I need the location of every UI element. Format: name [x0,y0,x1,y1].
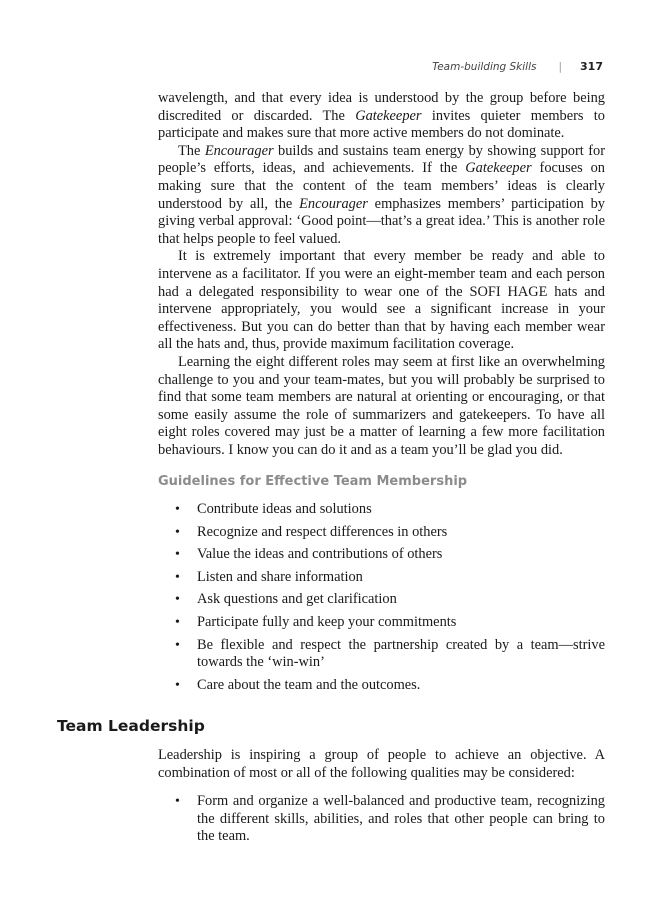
p2-text-a: The [178,142,205,159]
running-head-separator: | [558,60,563,73]
list-item [158,793,605,846]
leadership-intro: Leadership is inspiring a group of people to achieve an objective. A combination of most or all of the following qualities may be considered: [158,747,605,781]
bullet-icon: • [175,502,180,517]
p2-emphasis-2: Gatekeeper [465,160,532,177]
running-title: Team-building Skills [432,60,537,73]
bullet-icon: • [175,592,180,608]
bullet-icon: • [175,614,180,630]
paragraph-1 [158,90,605,143]
paragraph-3: It is extremely important that every member be ready and able to intervene as a facilitator. If you were an eight-member team and each person had a delegated responsibility to wear one of the SOFI HAGE hats and intervene appropriately, you would see a significant increase in your effectiveness. But you can do better than that by having each member wear all the hats and, thus, provide maximum facilitation coverage. [158,248,605,353]
leadership-list [158,793,605,846]
paragraph-4: Learning the eight different roles may seem at first like an overwhelming challenge to you and your team-mates, but you will probably be surprised to find that some team members are natural at orienting or encouraging, or that some easily assume the role of summarizers and gatekeepers. To have all eight roles covered may just be a matter of learning a few more facilitation behaviours. I know you can do it and as a team you’ll be glad you did. [158,353,605,458]
section-heading: Team Leadership [57,717,205,735]
list-item [158,546,605,564]
running-head [432,60,603,73]
list-item [158,569,605,587]
list-item [158,637,605,672]
bullet-icon: • [175,637,180,653]
guidelines-list [158,501,605,694]
list-item-text: Be flexible and respect the partnership created by a team—strive towards the ‘win-win’ [197,636,605,671]
list-item-text: Participate fully and keep your commitments [197,613,457,630]
p2-emphasis-3: Encourager [299,195,368,212]
p1-text-end: invites quieter members to participate and makes sure that more active members do not dominate. [158,107,605,142]
list-item [158,591,605,609]
bullet-icon: • [175,524,180,540]
list-item-text: Contribute ideas and solutions [197,501,372,517]
list-item [158,524,605,542]
bullet-icon: • [175,677,180,693]
p2-emphasis-1: Encourager [204,142,274,159]
list-item-text: Care about the team and the outcomes. [197,676,421,693]
p2-text-d: emphasizes members’ participation by giving verbal approval: ‘Good point—that’s a great idea.’ This is another role that helps people to feel valued. [158,195,606,247]
list-item-text: Recognize and respect differences in others [197,523,448,540]
bullet-icon: • [175,547,180,563]
list-item [158,677,605,695]
p1-text: wavelength, and that every idea is understood by the group before being discredited or discarded. The [158,90,605,124]
list-item [158,614,605,632]
guidelines-heading: Guidelines for Effective Team Membership [158,474,468,489]
list-item-text: Ask questions and get clarification [197,591,397,608]
body-text-block [158,90,605,459]
p1-emphasis: Gatekeeper [355,107,422,124]
p2-text-c: focuses on making sure that the content of the team members’ ideas is clearly understood by all, the [158,160,605,212]
bullet-icon: • [175,794,180,809]
page-number: 317 [580,60,603,73]
list-item-text: Form and organize a well-balanced and productive team, recognizing the different skills, abilities, and roles that other people can bring to the team. [197,793,605,845]
paragraph-2 [158,143,605,249]
list-item [158,501,605,519]
list-item-text: Listen and share information [197,568,363,585]
p2-text-b: builds and sustains team energy by showing support for people’s efforts, ideas, and achievements. If the [158,142,605,177]
leadership-intro-block [158,747,605,782]
bullet-icon: • [175,569,180,585]
list-item-text: Value the ideas and contributions of others [197,546,443,563]
